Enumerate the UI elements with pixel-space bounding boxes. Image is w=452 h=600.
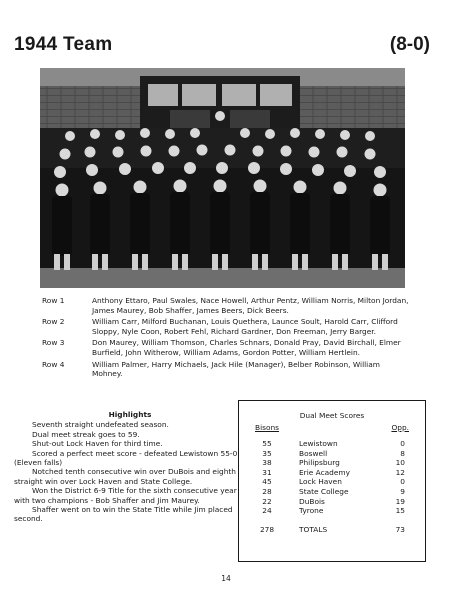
bisons-score: 55: [262, 439, 272, 448]
opponent-score: 19: [395, 496, 405, 506]
roster-list: [42, 296, 412, 381]
highlight-item: Scored a perfect meet score - defeated Lewistown 55-0. (Eleven falls): [14, 448, 240, 468]
score-row: [239, 477, 425, 487]
team-photo: [40, 68, 405, 288]
opponent-name: State College: [299, 487, 349, 496]
score-row: [239, 458, 425, 468]
page-title: 1944 Team: [14, 34, 113, 55]
highlights-section: [14, 410, 246, 524]
bisons-score: 35: [262, 448, 272, 458]
bisons-score: 24: [262, 506, 272, 516]
opponent-score: 15: [395, 506, 405, 516]
score-row: [239, 506, 425, 516]
opponent-name: Erie Academy: [299, 467, 350, 477]
opponent-name: Lewistown: [299, 439, 338, 448]
roster-row-1: [42, 296, 412, 315]
roster-row-label: Row 2: [42, 317, 65, 327]
opponent-score: 8: [400, 448, 405, 458]
highlight-item: Shut-out Lock Haven for third time.: [32, 439, 163, 449]
score-row: [239, 497, 425, 507]
bisons-score: 45: [262, 477, 272, 487]
highlight-item: Notched tenth consecutive win over DuBois and eighth straight win over Lock Haven and State College.: [14, 467, 236, 486]
roster-row-names: Don Maurey, William Thomson, Charles Schnars, Donald Pray, David Birchall, Elmer Burfield, John Witherow, William Adams, Gordon Potter, William Hertlein.: [92, 338, 401, 357]
opponent-name: Tyrone: [299, 506, 324, 516]
column-header-opp: Opp.: [391, 423, 409, 432]
roster-row-4: [42, 360, 412, 379]
bisons-score: 38: [262, 458, 272, 468]
opponent-name: Philipsburg: [299, 458, 340, 468]
totals-row: [239, 525, 425, 535]
dual-meet-title: Dual Meet Scores: [299, 411, 365, 420]
season-record: (8-0): [389, 34, 430, 55]
highlight-item: Won the District 6-9 Title for the sixth consecutive year with two champions - Bob Shaffer and Jim Maurey.: [14, 486, 237, 505]
roster-row-label: Row 3: [42, 338, 65, 348]
score-row: [239, 468, 425, 478]
opponent-score: 10: [395, 458, 405, 468]
bisons-score: 31: [262, 467, 272, 477]
score-row: [239, 449, 425, 459]
highlights-title: Highlights: [108, 410, 152, 419]
roster-row-names: Anthony Ettaro, Paul Swales, Nace Howell, Arthur Pentz, William Norris, Milton Jordan, James Maurey, Bob Shaffer, James Beers, Dick Beers.: [92, 296, 409, 315]
totals-label: TOTALS: [299, 525, 328, 534]
roster-row-2: [42, 317, 412, 336]
opponent-score: 12: [395, 467, 405, 477]
bisons-total: 278: [259, 525, 275, 534]
roster-row-label: Row 4: [42, 359, 65, 369]
bisons-score: 28: [262, 487, 272, 496]
opponent-name: Lock Haven: [299, 477, 342, 487]
highlight-item: Shaffer went on to win the State Title while Jim placed second.: [14, 505, 233, 524]
opponent-score: 9: [400, 487, 405, 496]
score-row: [239, 439, 425, 449]
highlight-item: Seventh straight undefeated season.: [32, 420, 169, 430]
roster-row-3: [42, 338, 412, 357]
score-row: [239, 487, 425, 497]
column-header-bisons: Bisons: [255, 423, 280, 432]
opponent-total: 73: [395, 525, 405, 534]
bisons-score: 22: [262, 496, 272, 506]
roster-row-names: William Carr, Milford Buchanan, Louis Quethera, Launce Soult, Harold Carr, Clifford Sloppy, Nyle Coon, Robert Fehl, Richard Gardner, Don Freeman, Jerry Barger.: [92, 317, 398, 336]
roster-row-label: Row 1: [42, 296, 65, 305]
dual-meet-scores-box: [238, 400, 426, 562]
opponent-score: 0: [400, 439, 405, 448]
opponent-name: DuBois: [299, 496, 325, 506]
opponent-score: 0: [400, 477, 405, 487]
page-number: 14: [221, 574, 231, 583]
opponent-name: Boswell: [299, 448, 328, 458]
roster-row-names: William Palmer, Harry Michaels, Jack Hile (Manager), Belber Robinson, William Mohney.: [92, 359, 380, 379]
highlight-item: Dual meet streak goes to 59.: [32, 429, 140, 439]
